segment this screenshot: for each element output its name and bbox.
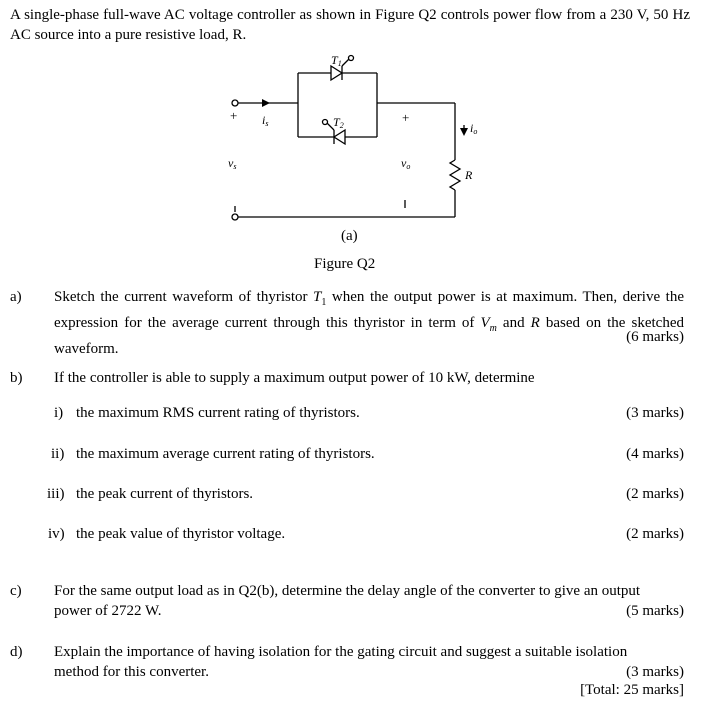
circuit-diagram [0,0,703,280]
terminal-top [232,100,238,106]
label-t2: T2 [333,115,344,130]
question-b-iv-text: the peak value of thyristor voltage. [76,526,286,542]
question-b-iii-marks: (2 marks) [626,486,684,502]
figure-caption: Figure Q2 [314,256,376,272]
thyristor-t2 [334,130,345,144]
question-d-label: d) [10,644,23,660]
thyristor-t1 [331,66,342,80]
question-total-marks: [Total: 25 marks] [580,682,684,698]
question-b-ii-marks: (4 marks) [626,446,684,462]
question-d-marks: (3 marks) [626,664,684,680]
label-vs: vs [228,156,237,171]
question-b-i-marks: (3 marks) [626,405,684,421]
question-c-text-line2: power of 2722 W. [54,603,162,619]
question-b-i-text: the maximum RMS current rating of thyristors. [76,405,360,421]
question-b-iii-text: the peak current of thyristors. [76,486,254,502]
terminal-bottom [232,214,238,220]
question-intro: A single-phase full-wave AC voltage controller as shown in Figure Q2 controls power flow from a 230 V, 50 Hz AC source into a pure resistive load, R. [10,7,690,43]
question-b-iii-label: iii) [47,486,65,502]
question-c-text-line1: For the same output load as in Q2(b), determine the delay angle of the converter to give an output [54,583,641,599]
question-c-label: c) [10,583,22,599]
question-a-label: a) [10,289,22,305]
current-arrow-io [460,128,468,136]
question-b-iv-label: iv) [48,526,65,542]
label-io: io [470,121,478,136]
question-d-text-line1: Explain the importance of having isolation for the gating circuit and suggest a suitable isolation [54,644,628,660]
question-a-marks: (6 marks) [626,329,684,345]
question-b-i-label: i) [54,405,64,421]
question-b-label: b) [10,370,23,386]
question-b-iv-marks: (2 marks) [626,526,684,542]
label-r: R [465,168,473,182]
label-plus-left: + [230,108,238,123]
question-c-marks: (5 marks) [626,603,684,619]
question-b-text: If the controller is able to supply a maximum output power of 10 kW, determine [54,370,535,386]
label-t1: T1 [331,53,342,68]
label-plus-right: + [402,110,410,125]
question-b-ii-text: the maximum average current rating of thyristors. [76,446,375,462]
question-d-text-line2: method for this converter. [54,664,209,680]
label-is: is [262,113,269,128]
label-vo: vo [401,156,411,171]
gate-t1 [342,59,349,66]
question-a-text: Sketch the current waveform of thyristor $T_1$ when the output power is at maximum. Then, derive the expression for the average current through this thyristor in term of $V_m$ and R based on the sketched waveform. [54,289,684,357]
resistor-r [450,160,460,190]
current-arrow-is [262,99,270,107]
figure-sub-caption: (a) [341,228,358,244]
question-b-ii-label: ii) [51,446,65,462]
